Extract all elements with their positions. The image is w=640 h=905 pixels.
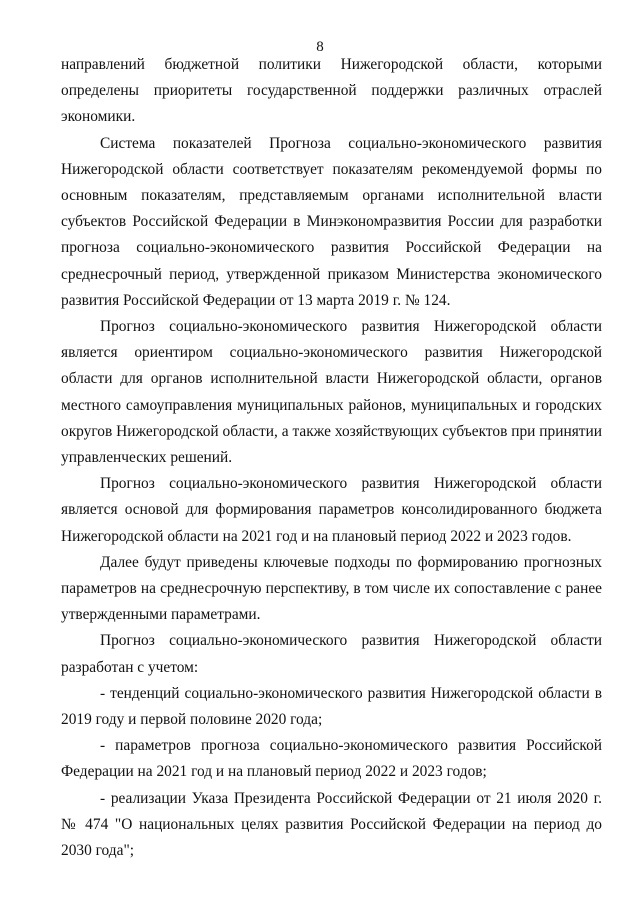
document-body: [61, 52, 602, 864]
list-item-trends: - тенденций социально-экономического развития Нижегородской области в 2019 году и первой половине 2020 года;: [61, 684, 602, 729]
page-number: 8: [316, 39, 324, 55]
paragraph-forecast-guideline: Прогноз социально-экономического развития Нижегородской области является ориентиром социально-экономического развития Нижегородской области для органов исполнительной власти Нижегородской области, органов местного самоуправления муниципальных районов, муниципальных и городских округов Нижегородской области, а также хозяйствующих субъектов при принятии управленческих решений.: [61, 318, 602, 467]
paragraph-continuation: направлений бюджетной политики Нижегородской области, которыми определены приоритеты государственной поддержки различных отраслей экономики.: [61, 56, 602, 126]
list-item-federal-forecast: - параметров прогноза социально-экономического развития Российской Федерации на 2021 год и на плановый период 2022 и 2023 годов;: [61, 737, 602, 781]
paragraph-developed-considering: Прогноз социально-экономического развития Нижегородской области разработан с учетом:: [61, 632, 602, 676]
list-item-presidential-decree: - реализации Указа Президента Российской Федерации от 21 июля 2020 г. № 474 "О национальных целях развития Российской Федерации на период до 2030 года";: [61, 789, 602, 860]
paragraph-forecast-budget-basis: Прогноз социально-экономического развития Нижегородской области является основой для формирования параметров консолидированного бюджета Нижегородской области на 2021 год и на плановый период 2022 и 2023 годов.: [61, 475, 602, 545]
paragraph-indicator-system: Система показателей Прогноза социально-экономического развития Нижегородской области соответствует показателям рекомендуемой формы по основным показателям, представляемым органами исполнительной власти субъектов Российской Федерации в Минэкономразвития России для разработки прогноза социально-экономического развития Российской Федерации на среднесрочный период, утвержденной приказом Министерства экономического развития Российской Федерации от 13 марта 2019 г. № 124.: [61, 134, 602, 309]
paragraph-key-approaches: Далее будут приведены ключевые подходы по формированию прогнозных параметров на среднесрочную перспективу, в том числе их сопоставление с ранее утвержденными параметрами.: [61, 553, 602, 624]
